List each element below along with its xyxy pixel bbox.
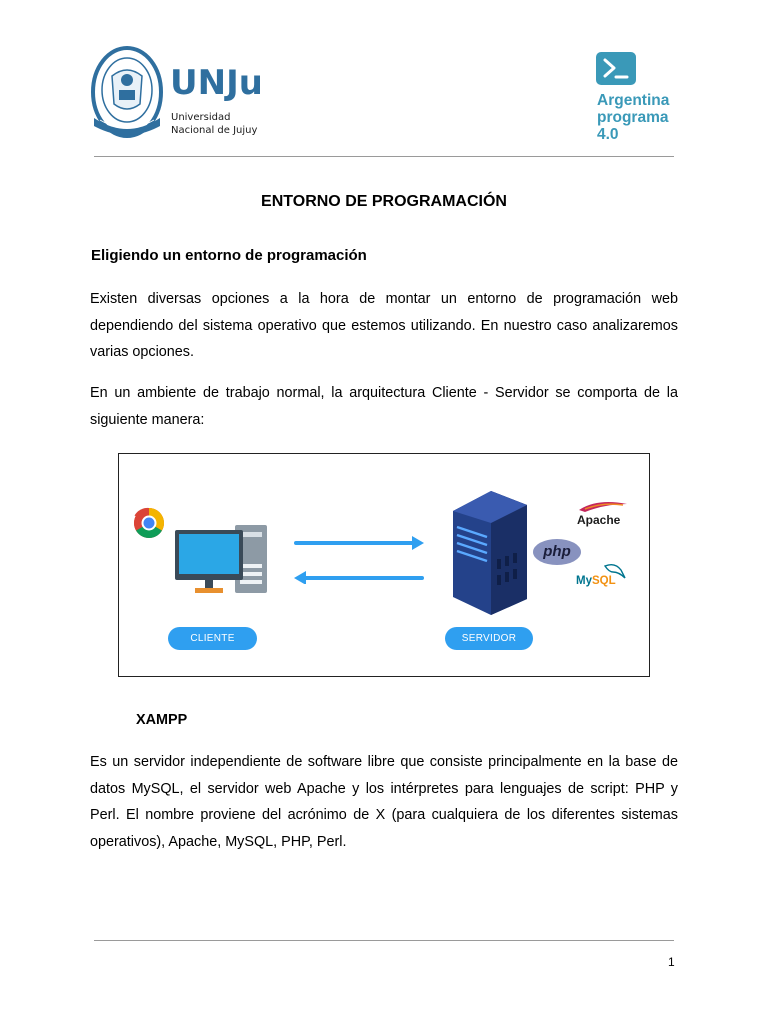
mysql-label <box>576 575 616 587</box>
program-name: Argentina programa 4.0 <box>597 92 670 143</box>
university-acronym: UNJu <box>170 63 260 103</box>
section-heading: Eligiendo un entorno de programación <box>91 247 367 264</box>
header-divider <box>94 156 674 157</box>
client-server-diagram <box>118 453 650 677</box>
subsection-heading: XAMPP <box>136 712 188 728</box>
server-rack-icon <box>449 489 529 617</box>
footer-divider <box>94 940 674 941</box>
desktop-computer-icon <box>173 522 269 596</box>
chrome-icon <box>133 507 165 539</box>
mysql-label-sql: SQL <box>591 575 616 587</box>
terminal-prompt-icon <box>596 52 636 85</box>
page-number: 1 <box>668 955 675 969</box>
php-label: php <box>543 543 571 560</box>
page-title: ENTORNO DE PROGRAMACIÓN <box>261 193 507 210</box>
architecture-paragraph: En un ambiente de trabajo normal, la arquitectura Cliente - Servidor se comporta de la siguiente manera: <box>90 385 678 428</box>
mysql-label-my: My <box>576 575 592 587</box>
server-label: SERVIDOR <box>445 627 533 650</box>
apache-feather-icon <box>577 498 629 514</box>
php-logo-icon <box>533 539 581 565</box>
xampp-paragraph: Es un servidor independiente de software libre que consiste principalmente en la base de datos MySQL, el servidor web Apache y los intérpretes para lenguajes de script: PHP y Perl. El nombre proviene del acrónimo de X (para cualquiera de los diferentes sistemas operativos), Apache, MySQL, PHP, Perl. <box>90 754 678 850</box>
request-response-arrows <box>292 534 426 584</box>
university-name-line2: Nacional de Jujuy <box>171 125 258 136</box>
intro-paragraph: Existen diversas opciones a la hora de montar un entorno de programación web dependiendo del sistema operativo que estemos utilizando. En nuestro caso analizaremos varias opciones. <box>90 291 678 360</box>
apache-label: Apache <box>577 513 621 527</box>
request-arrow-icon <box>296 536 424 550</box>
university-name-line1: Universidad <box>171 112 231 123</box>
university-seal-icon <box>90 46 260 142</box>
argentina-programa-logo <box>596 52 686 148</box>
university-logo <box>90 46 260 142</box>
response-arrow-icon <box>294 571 422 584</box>
client-label: CLIENTE <box>168 627 257 650</box>
